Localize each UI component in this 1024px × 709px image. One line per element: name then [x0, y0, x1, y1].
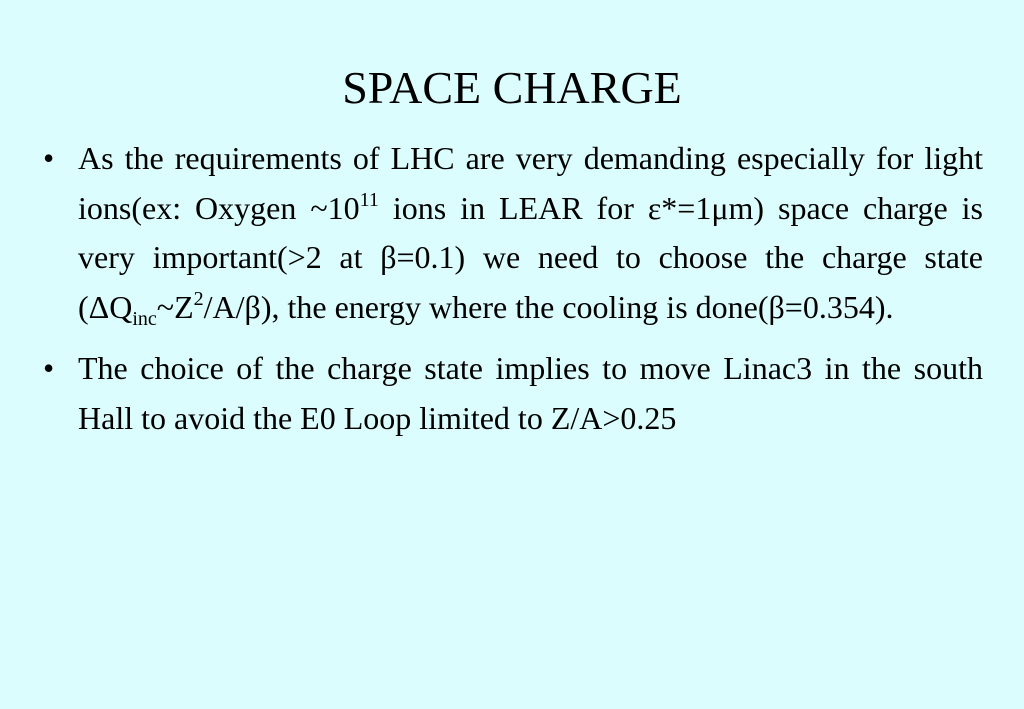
slide-title: SPACE CHARGE: [342, 62, 682, 113]
subscript-inc: inc: [132, 307, 157, 330]
bullet-text-part: As the requirements of LHC are very demanding especially for light ions(ex: Oxygen ~10: [78, 140, 983, 226]
bullet-list: [43, 134, 983, 455]
bullet-item-space-charge: [43, 134, 983, 332]
bullet-icon: •: [43, 140, 55, 176]
superscript-square: 2: [193, 287, 204, 310]
superscript-exponent: 11: [359, 188, 379, 211]
bullet-item-charge-state: [43, 344, 983, 443]
bullet-text-part: ~Z: [156, 288, 194, 325]
bullet-text-part: ions in LEAR for ε*=1μm) space charge is very important(>2 at β=0.1) we need to choose the charge state (ΔQ: [78, 189, 984, 325]
bullet-text-part: /A/β), the energy where the cooling is done(β=0.354).: [203, 288, 894, 325]
bullet-text: The choice of the charge state implies to move Linac3 in the south Hall to avoid the E0 Loop limited to Z/A>0.25: [78, 350, 983, 436]
bullet-icon: •: [43, 350, 55, 386]
